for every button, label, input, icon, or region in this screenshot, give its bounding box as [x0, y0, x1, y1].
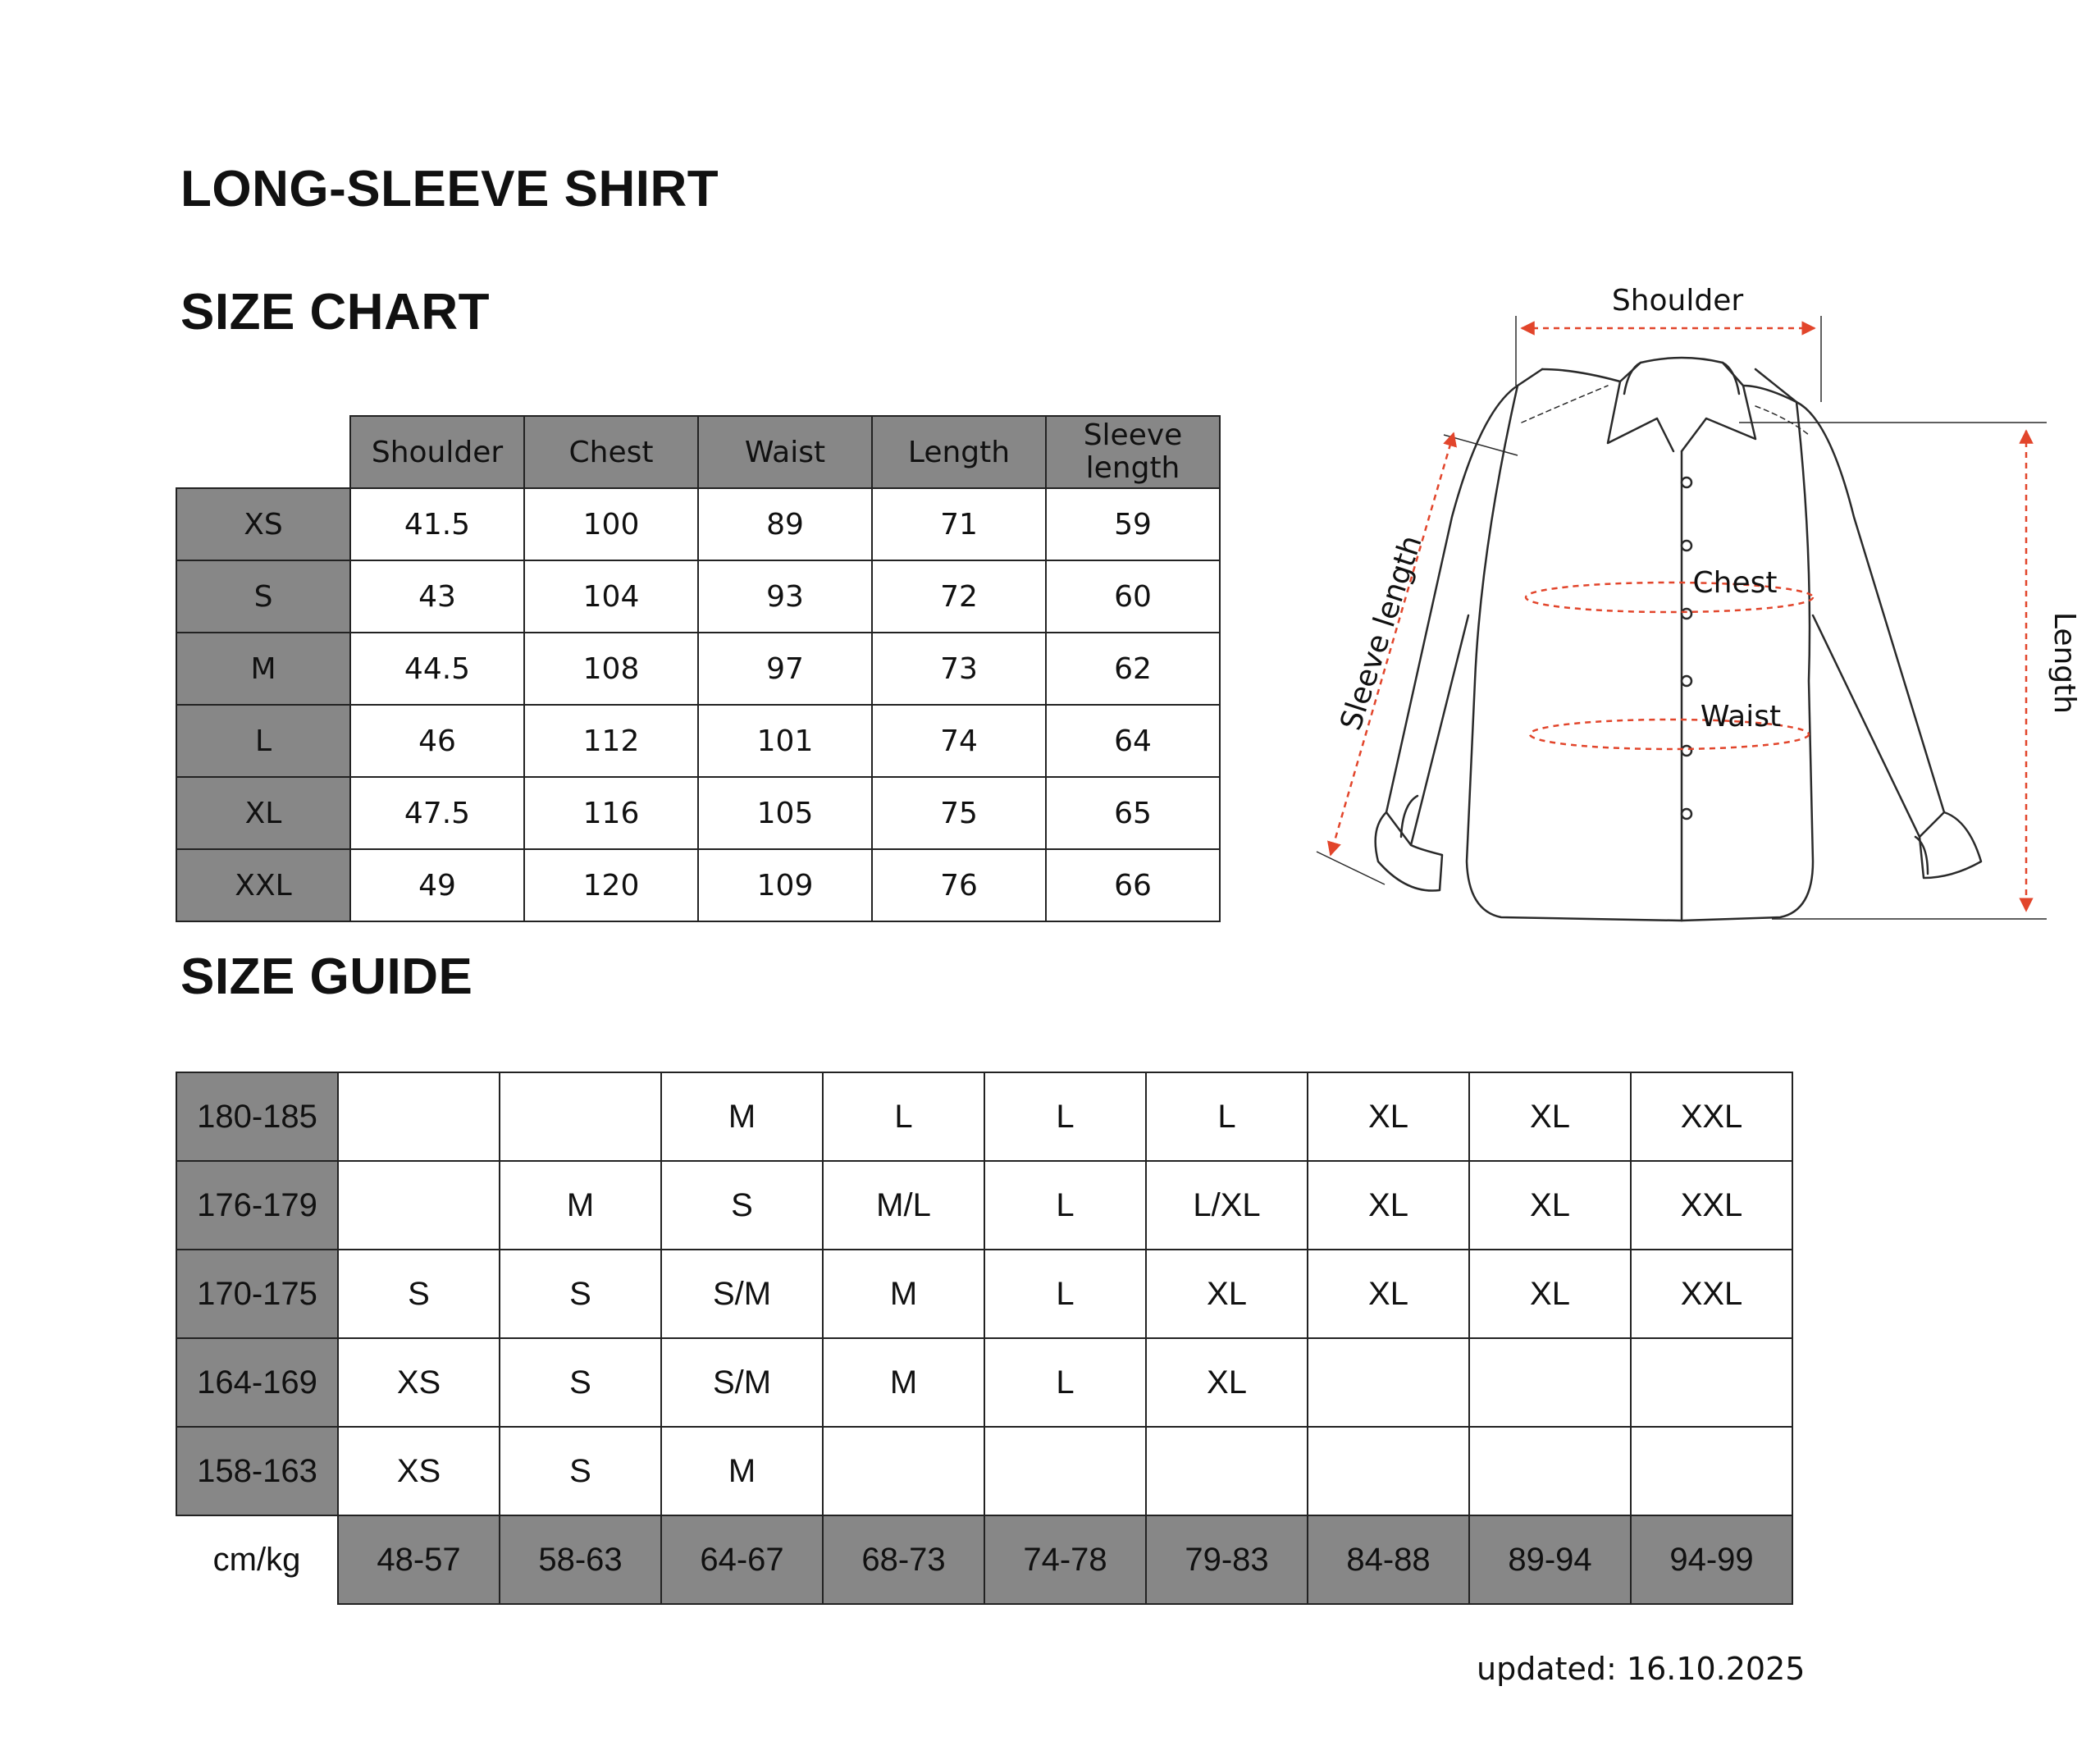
weight-label: 94-99: [1631, 1515, 1792, 1604]
size-label: XL: [176, 777, 350, 849]
shirt-body-left: [1467, 369, 1682, 921]
sleeve-guide-bottom: [1317, 852, 1385, 884]
weight-label: 64-67: [661, 1515, 823, 1604]
diagram-labels: [1334, 284, 2081, 734]
weight-label: 84-88: [1308, 1515, 1469, 1604]
weight-label: 74-78: [984, 1515, 1146, 1604]
size-chart-heading: SIZE CHART: [180, 284, 490, 340]
size-guide-cell: M: [661, 1427, 823, 1515]
size-guide-cell: XL: [1308, 1072, 1469, 1161]
size-guide-cell: L: [984, 1338, 1146, 1427]
size-chart-table: [176, 415, 1221, 922]
size-guide-cell: S/M: [661, 1250, 823, 1338]
size-guide-cell: S: [661, 1161, 823, 1250]
size-chart-corner: [176, 416, 350, 488]
size-guide-cell: XL: [1469, 1072, 1631, 1161]
size-chart-row: [176, 705, 1220, 777]
size-guide-cell: M/L: [823, 1161, 984, 1250]
button-icon: [1682, 478, 1691, 487]
size-chart-column-header: Waist: [698, 416, 872, 488]
height-label: 164-169: [176, 1338, 338, 1427]
collar-left: [1608, 363, 1673, 451]
size-chart-cell: 43: [350, 560, 524, 633]
size-chart-cell: 120: [524, 849, 698, 921]
size-guide-row: [176, 1161, 1792, 1250]
size-guide-cell: XXL: [1631, 1072, 1792, 1161]
size-guide-cell: [823, 1427, 984, 1515]
size-guide-cell: XS: [338, 1338, 500, 1427]
button-icon: [1682, 746, 1691, 756]
yoke-right: [1755, 406, 1809, 435]
size-chart-cell: 89: [698, 488, 872, 560]
size-chart-cell: 41.5: [350, 488, 524, 560]
size-guide-cell: XL: [1146, 1338, 1308, 1427]
size-guide-cell: [1308, 1427, 1469, 1515]
size-guide-cell: L: [823, 1072, 984, 1161]
height-label: 180-185: [176, 1072, 338, 1161]
button-icon: [1682, 541, 1691, 551]
size-chart-cell: 116: [524, 777, 698, 849]
size-guide-cell: L: [1146, 1072, 1308, 1161]
size-chart-cell: 60: [1046, 560, 1220, 633]
collar-right: [1682, 363, 1755, 451]
size-chart-cell: 97: [698, 633, 872, 705]
size-chart-column-header: Shoulder: [350, 416, 524, 488]
cuff-left: [1376, 812, 1442, 891]
size-guide-cell: M: [823, 1338, 984, 1427]
weight-row: [176, 1515, 1792, 1604]
size-guide-cell: [1631, 1338, 1792, 1427]
measurement-arrows: [1331, 328, 2026, 911]
size-chart-cell: 105: [698, 777, 872, 849]
size-label: M: [176, 633, 350, 705]
size-chart-row: [176, 488, 1220, 560]
size-label: XXL: [176, 849, 350, 921]
height-label: 158-163: [176, 1427, 338, 1515]
size-guide-row: [176, 1250, 1792, 1338]
size-chart-cell: 66: [1046, 849, 1220, 921]
height-label: 170-175: [176, 1250, 338, 1338]
sleeve-length-label: Sleeve length: [1334, 531, 1429, 735]
yoke-left: [1522, 386, 1608, 423]
size-chart-cell: 71: [872, 488, 1046, 560]
size-chart-cell: 44.5: [350, 633, 524, 705]
size-chart-cell: 73: [872, 633, 1046, 705]
size-guide-cell: M: [823, 1250, 984, 1338]
updated-date: updated: 16.10.2025: [1477, 1651, 1806, 1687]
size-guide-cell: XL: [1469, 1161, 1631, 1250]
size-guide-row: [176, 1338, 1792, 1427]
size-guide-cell: S: [500, 1338, 661, 1427]
size-chart-cell: 108: [524, 633, 698, 705]
size-chart-cell: 100: [524, 488, 698, 560]
height-label: 176-179: [176, 1161, 338, 1250]
size-chart-header-row: [176, 416, 1220, 488]
size-guide-cell: XXL: [1631, 1250, 1792, 1338]
size-guide-cell: S: [500, 1250, 661, 1338]
length-label: Length: [2048, 611, 2081, 715]
size-guide-cell: [1469, 1338, 1631, 1427]
size-label: L: [176, 705, 350, 777]
shirt-buttons: [1682, 478, 1691, 819]
size-label: S: [176, 560, 350, 633]
size-guide-cell: [984, 1427, 1146, 1515]
shoulder-seam-right: [1743, 386, 1796, 402]
size-guide-cell: XXL: [1631, 1161, 1792, 1250]
unit-label: cm/kg: [176, 1515, 338, 1604]
weight-label: 79-83: [1146, 1515, 1308, 1604]
size-guide-cell: XL: [1308, 1161, 1469, 1250]
size-guide-row: [176, 1072, 1792, 1161]
page-title: LONG-SLEEVE SHIRT: [180, 161, 719, 217]
size-chart-column-header: Sleeve length: [1046, 416, 1220, 488]
size-chart-cell: 109: [698, 849, 872, 921]
size-guide-cell: [1469, 1427, 1631, 1515]
size-guide-row: [176, 1427, 1792, 1515]
button-icon: [1682, 809, 1691, 819]
size-guide-cell: [1146, 1427, 1308, 1515]
sleeve-left: [1386, 386, 1518, 845]
size-chart-cell: 49: [350, 849, 524, 921]
weight-label: 68-73: [823, 1515, 984, 1604]
size-chart-column-header: Chest: [524, 416, 698, 488]
shoulder-seam-left: [1542, 369, 1620, 382]
size-guide-cell: [1631, 1427, 1792, 1515]
size-chart-cell: 65: [1046, 777, 1220, 849]
size-chart-column-header: Length: [872, 416, 1046, 488]
waist-label: Waist: [1700, 700, 1782, 733]
size-chart-cell: 104: [524, 560, 698, 633]
size-chart-cell: 72: [872, 560, 1046, 633]
size-chart-row: [176, 633, 1220, 705]
button-icon: [1682, 676, 1691, 686]
size-guide-cell: [500, 1072, 661, 1161]
weight-label: 58-63: [500, 1515, 661, 1604]
size-chart-cell: 64: [1046, 705, 1220, 777]
size-guide-cell: [338, 1161, 500, 1250]
size-label: XS: [176, 488, 350, 560]
cuff-right: [1920, 812, 1981, 878]
size-chart-cell: 46: [350, 705, 524, 777]
size-chart-cell: 74: [872, 705, 1046, 777]
size-guide-cell: [1308, 1338, 1469, 1427]
size-chart-cell: 76: [872, 849, 1046, 921]
weight-label: 89-94: [1469, 1515, 1631, 1604]
sleeve-right: [1796, 402, 1944, 837]
size-chart-row: [176, 777, 1220, 849]
button-icon: [1682, 609, 1691, 619]
chest-label: Chest: [1692, 566, 1778, 600]
shoulder-label: Shoulder: [1611, 284, 1744, 318]
size-guide-cell: S: [338, 1250, 500, 1338]
size-guide-cell: L: [984, 1250, 1146, 1338]
size-guide-cell: XL: [1469, 1250, 1631, 1338]
size-chart-row: [176, 849, 1220, 921]
size-guide-cell: XS: [338, 1427, 500, 1515]
shirt-measurement-diagram: [1296, 271, 2081, 952]
size-chart-cell: 93: [698, 560, 872, 633]
size-guide-cell: XL: [1146, 1250, 1308, 1338]
size-chart-cell: 75: [872, 777, 1046, 849]
size-guide-cell: M: [661, 1072, 823, 1161]
size-chart-row: [176, 560, 1220, 633]
size-chart-cell: 47.5: [350, 777, 524, 849]
weight-label: 48-57: [338, 1515, 500, 1604]
size-guide-cell: M: [500, 1161, 661, 1250]
size-guide-cell: L/XL: [1146, 1161, 1308, 1250]
size-chart-cell: 62: [1046, 633, 1220, 705]
size-chart-cell: 112: [524, 705, 698, 777]
size-guide-cell: S: [500, 1427, 661, 1515]
size-guide-cell: L: [984, 1161, 1146, 1250]
size-guide-table: [176, 1072, 1793, 1605]
size-chart-cell: 101: [698, 705, 872, 777]
size-guide-cell: XL: [1308, 1250, 1469, 1338]
size-guide-cell: [338, 1072, 500, 1161]
size-chart-cell: 59: [1046, 488, 1220, 560]
size-guide-cell: S/M: [661, 1338, 823, 1427]
shirt-body-right: [1682, 369, 1813, 921]
size-guide-cell: L: [984, 1072, 1146, 1161]
shirt-outline: [1376, 358, 1981, 921]
size-guide-heading: SIZE GUIDE: [180, 948, 473, 1005]
